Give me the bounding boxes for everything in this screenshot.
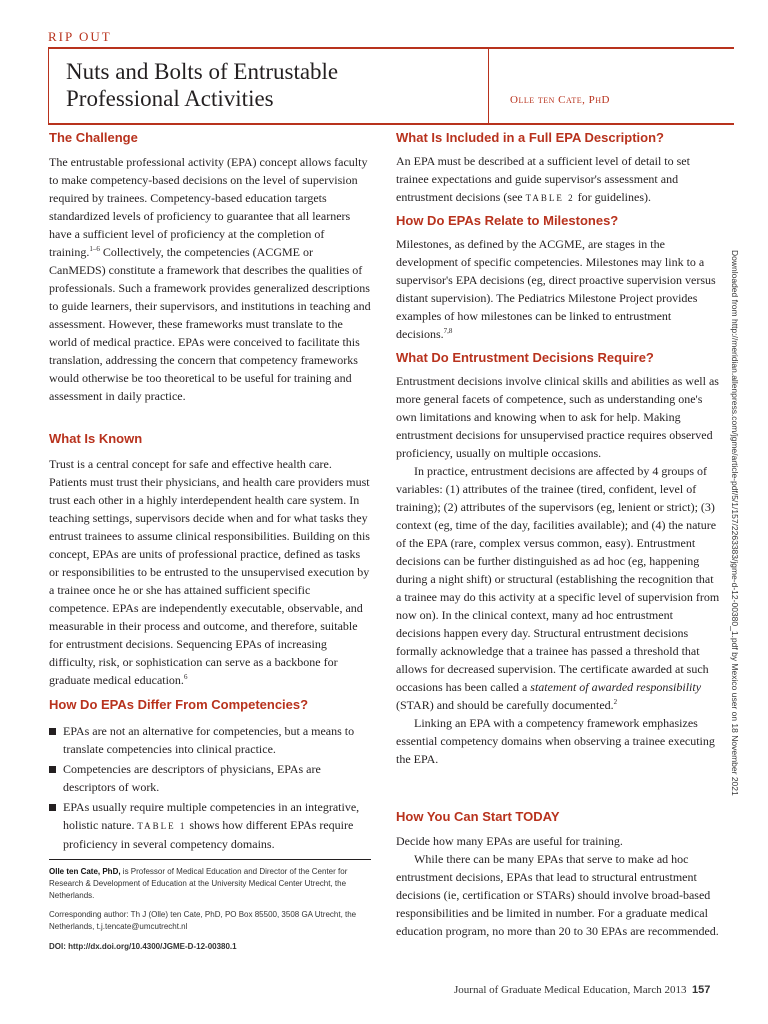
challenge-text-1: The entrustable professional activity (EPA) concept allows faculty to make competency-based decisions on the level of supervision required by trainees. Competency-based education targets standardized levels of proficiency to guarantee that all learners have a sufficient level of proficiency at the completion of training.	[49, 155, 368, 259]
require-text	[396, 372, 720, 768]
challenge-ref: 1–6	[89, 245, 100, 253]
download-notice: Downloaded from http://meridian.allenpress.com/jgme/article-pdf/5/1/157/2263383/jgme-d-12-00380_1.pdf by Mexico user on 18 November 2021	[730, 250, 740, 796]
known-ref: 6	[183, 673, 188, 681]
milestones-ref: 7,8	[443, 327, 453, 335]
start-text	[396, 832, 720, 940]
start-p1: Decide how many EPAs are useful for training.	[396, 834, 623, 848]
list-item: Competencies are descriptors of physicians, EPAs are descriptors of work.	[49, 760, 371, 796]
heading-milestones: How Do EPAs Relate to Milestones?	[396, 213, 619, 228]
list-item: EPAs usually require multiple competencies in an integrative, holistic nature. TABLE 1 shows how different EPAs require proficiency in several competency domains.	[49, 798, 371, 853]
title-line-2: Professional Activities	[66, 86, 274, 111]
title-box	[48, 47, 734, 125]
list-item: EPAs are not an alternative for competencies, but a means to translate competencies into clinical practice.	[49, 722, 371, 758]
page-footer	[454, 984, 710, 996]
bullet-square-icon	[49, 728, 56, 735]
title-divider	[488, 49, 489, 123]
milestones-text: Milestones, as defined by the ACGME, are stages in the development of specific competencies. Milestones may link to a supervisor's EPA decisions (eg, direct proactive supervision versus distant supervision). The Pediatrics Milestone Project provides examples of how milestones can be linked to entrustment decisions.$^{7,8}$	[396, 237, 716, 341]
require-p3: Linking an EPA with a competency framework emphasizes essential competency domains when observing a trainee executing the EPA.	[396, 716, 715, 766]
full-epa-text: An EPA must be described at a sufficient level of detail to set trainee expectations and guide supervisor's assessment and entrustment decisions (see TABLE 2 for guidelines).	[396, 154, 690, 204]
differ-list	[49, 722, 371, 855]
table-1-ref: TABLE 1	[137, 821, 187, 831]
known-text-body: Trust is a central concept for safe and effective health care. Patients must trust their physicians, and health care providers must trust each other in a highly interdependent health care system. In teaching settings, supervisors decide when and for what tasks they entrust trainees to assume clinical responsibilities. Building on this concept, EPAs are units of professional practice, defined as tasks or responsibilities to be entrusted to the unsupervised execution by a trainee once he or she has attained sufficient specific competence. EPAs are independently executable, observable, and measurable in their process and outcome, and therefore, suitable for entrustment decisions. Sequencing EPAs of increasing difficulty, risk, or sophistication can serve as a backbone for graduate medical education.	[49, 457, 370, 687]
rip-out-label: RIP OUT	[48, 29, 112, 44]
bullet-square-icon	[49, 766, 56, 773]
journal-name: Journal of Graduate Medical Education, March 2013	[454, 984, 687, 996]
footnote-rule	[49, 859, 371, 860]
table-2-ref: TABLE 2	[525, 193, 575, 203]
start-p2: While there can be many EPAs that serve to make ad hoc entrustment decisions, EPAs that lead to structural entrustment decisions (ie, certification or STARs) should involve broad-based responsibilities and be limited in number. For a graduate medical education program, no more than 20 to 30 EPAs are recommended.	[396, 852, 719, 938]
page-number: 157	[691, 984, 711, 996]
corresponding-author: Corresponding author: Th J (Olle) ten Cate, PhD, PO Box 85500, 3508 GA Utrecht, the Netherlands, t.j.tencate@umcutrecht.nl	[49, 910, 357, 931]
heading-full-epa: What Is Included in a Full EPA Description?	[396, 130, 664, 145]
author-name: Olle ten Cate, PhD	[510, 94, 610, 106]
require-p1: Entrustment decisions involve clinical skills and abilities as well as more general facets of competence, such as understanding one's own limitations and knowing when to ask for help. Making entrustment decisions for unsupervised practice requires observed proficiency, usually on multiple occasions.	[396, 374, 719, 460]
title-line-1: Nuts and Bolts of Entrustable	[66, 59, 339, 84]
challenge-text	[49, 153, 371, 405]
heading-known: What Is Known	[49, 431, 143, 446]
author-bio: Olle ten Cate, PhD, is Professor of Medical Education and Director of the Center for Research & Development of Education at the University Medical Center Utrecht, the Netherlands.	[49, 867, 348, 900]
challenge-text-2: Collectively, the competencies (ACGME or CanMEDS) constitute a framework that describes the qualities of professionals. Such a framework provides generalized descriptions to guide learners, their supervisors, and institutions in teaching and assessment. However, these frameworks must translate to the world of medical practice. EPAs were conceived to facilitate this translation, addressing the concern that competency frameworks would otherwise be too theoretical to be useful for training and assessment in daily practice.	[49, 245, 371, 403]
require-p2: In practice, entrustment decisions are affected by 4 groups of variables: (1) attributes of the trainee (tired, confident, level of training); (2) attributes of the supervisors (eg, lenient or strict); (3) context (eg, time of the day, facilities available); and (4) the nature of the EPA (rare, complex versus common, easy). Entrustment decisions can be further distinguished as ad hoc (eg, happening during a night shift) or structural (establishing the recognition that a trainee may do this activity at a specific level of supervision from now on). In the clinical context, many ad hoc entrustment decisions happen every day. Structural entrustment decisions formally acknowledge that a trainee has passed a threshold that allows for decreased supervision. The certificate awarded at such occasions has been called a statement of awarded responsibility (STAR) and should be carefully documented.$^2$	[396, 464, 720, 712]
heading-differ: How Do EPAs Differ From Competencies?	[49, 697, 309, 712]
heading-require: What Do Entrustment Decisions Require?	[396, 350, 654, 365]
known-text	[49, 455, 371, 689]
heading-challenge: The Challenge	[49, 130, 138, 145]
heading-start: How You Can Start TODAY	[396, 809, 560, 824]
article-title	[66, 58, 338, 112]
doi-link[interactable]: DOI: http://dx.doi.org/10.4300/JGME-D-12-00380.1	[49, 942, 237, 951]
bullet-square-icon	[49, 804, 56, 811]
